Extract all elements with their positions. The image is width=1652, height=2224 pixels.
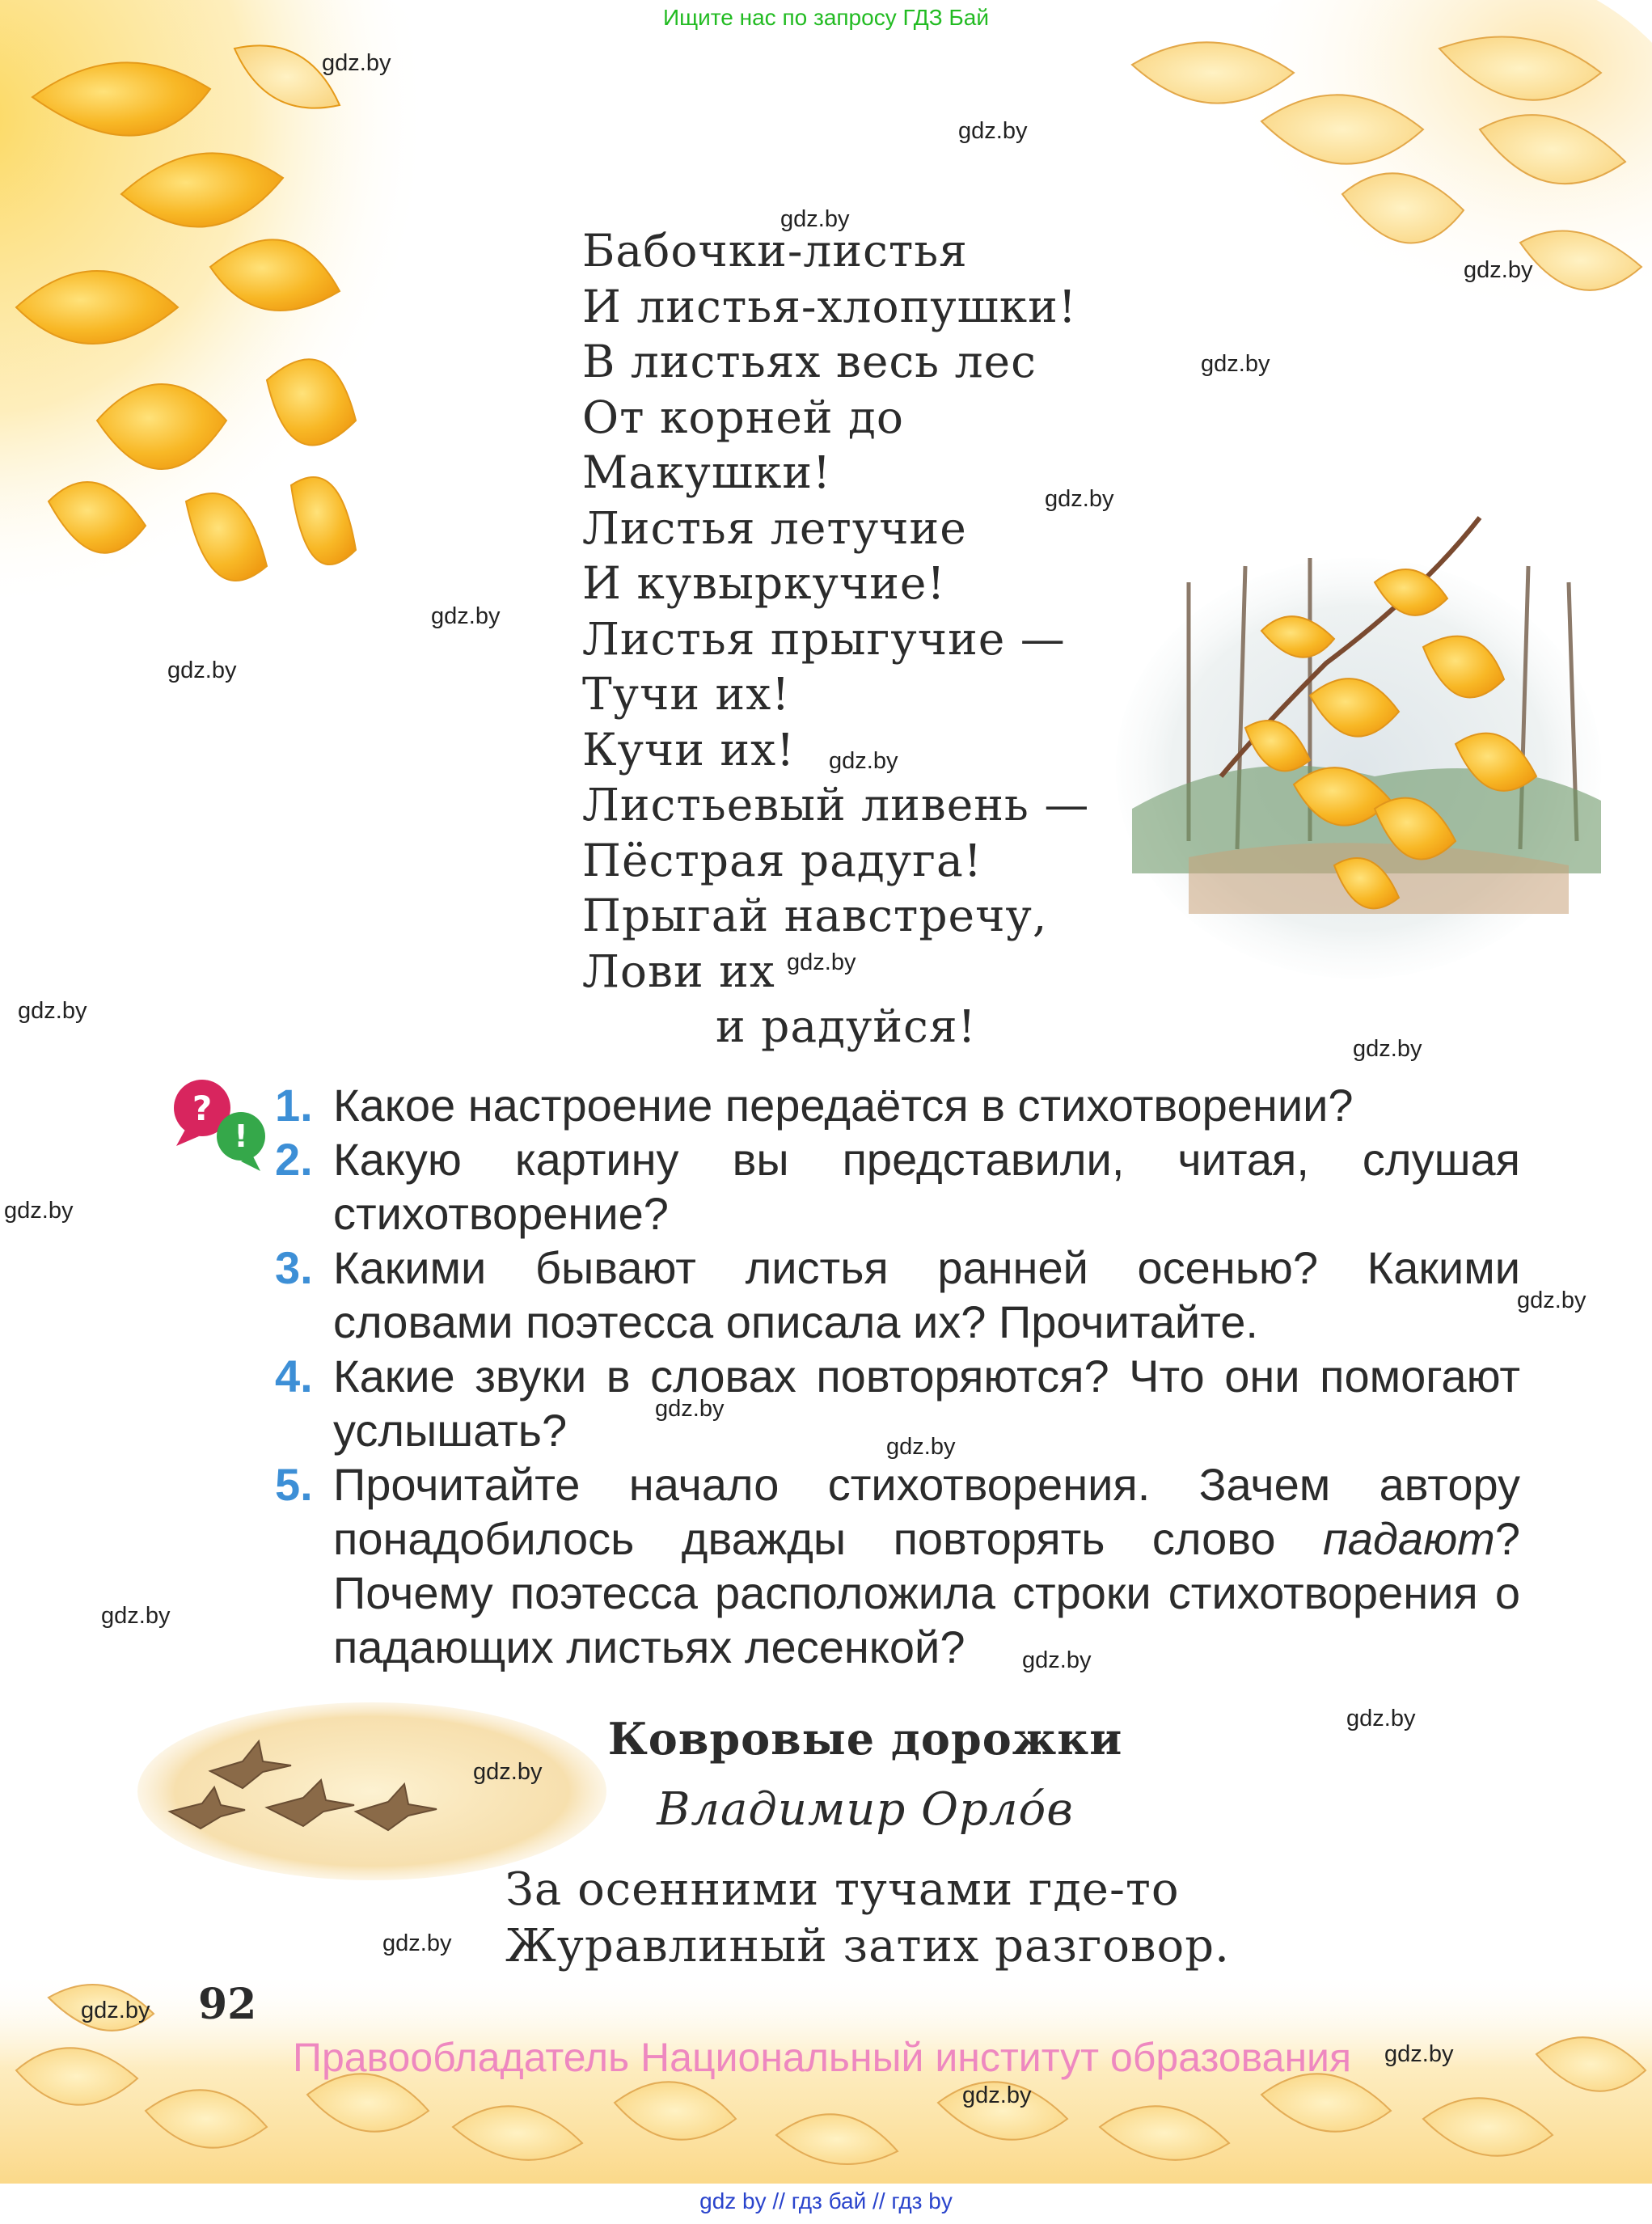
top-banner: Ищите нас по запросу ГДЗ Бай	[662, 5, 990, 30]
svg-text:!: !	[234, 1118, 248, 1154]
poem-line: Прыгай навстречу,	[582, 890, 1048, 941]
watermark: gdz.by	[1464, 257, 1533, 283]
poem-line: Листья летучие	[582, 501, 967, 554]
watermark: gdz.by	[780, 206, 850, 232]
question-text: Какое настроение передаётся в стихотворении?	[333, 1080, 1354, 1131]
poem-line: Лови их	[582, 945, 775, 997]
question-exclamation-icon	[174, 1080, 265, 1171]
watermark: gdz.by	[962, 2082, 1032, 2108]
watermark: gdz.by	[18, 998, 87, 1024]
watermark: gdz.by	[958, 118, 1028, 144]
poem-title: Ковровые дорожки	[607, 1713, 1123, 1765]
question-text: Какими бывают листья ранней осенью? Какими словами поэтесса описала их? Прочитайте.	[333, 1242, 1520, 1347]
page-number: 92	[198, 1980, 257, 2029]
watermark: gdz.by	[1022, 1647, 1092, 1673]
watermark: gdz.by	[382, 1930, 452, 1956]
question-item	[275, 1078, 1520, 1132]
poem-line: От корней до	[582, 391, 905, 443]
watermark: gdz.by	[101, 1603, 171, 1629]
question-text: Какие звуки в словах повторяются? Что они помогают услышать?	[333, 1351, 1520, 1456]
watermark: gdz.by	[322, 50, 391, 76]
watermark: gdz.by	[1045, 486, 1114, 512]
poem-line: За осенними тучами где-то	[505, 1863, 1180, 1916]
poem-line: и радуйся!	[716, 1000, 977, 1052]
watermark: gdz.by	[829, 748, 898, 774]
watermark: gdz.by	[655, 1396, 725, 1422]
poem-line: И кувыркучие!	[582, 557, 946, 609]
poem-line: Листья прыгучие —	[582, 612, 1066, 665]
copyright-notice: Правообладатель Национальный институт образования	[293, 2035, 1352, 2080]
watermark: gdz.by	[431, 603, 501, 629]
poem-line: Бабочки-листья	[582, 225, 968, 277]
poem-line: И листья-хлопушки!	[582, 280, 1077, 332]
poem-text	[582, 223, 1089, 1055]
question-text-part: Прочитайте начало стихотворения. Зачем автору понадобилось дважды повторять слово	[333, 1459, 1520, 1564]
poem-line: Листьевый ливень —	[582, 779, 1090, 831]
italic-word: падают	[1323, 1513, 1495, 1564]
question-number: 5.	[275, 1459, 313, 1510]
poem-line: Журавлиный затих разговор.	[505, 1920, 1230, 1972]
question-item	[275, 1349, 1520, 1457]
watermark: gdz.by	[1517, 1287, 1587, 1313]
poem-line: Тучи их!	[582, 668, 791, 720]
watermark: gdz.by	[1201, 351, 1270, 377]
question-text	[333, 1457, 1520, 1674]
watermark: gdz.by	[1384, 2041, 1454, 2067]
watermark: gdz.by	[167, 657, 237, 683]
footer-links[interactable]: gdz by // гдз бай // гдз by	[699, 2188, 953, 2213]
watermark: gdz.by	[1346, 1706, 1416, 1731]
questions-list	[275, 1078, 1520, 1674]
question-text-part: ? Почему поэтесса расположила строки стихотворения о падающих листьях лесенкой?	[333, 1513, 1520, 1672]
poem-author: Владимир Орлóв	[657, 1783, 1074, 1836]
watermark: gdz.by	[81, 1998, 150, 2023]
question-item	[275, 1132, 1520, 1241]
watermark: gdz.by	[787, 949, 856, 975]
question-number: 2.	[275, 1134, 313, 1185]
svg-text:?: ?	[192, 1089, 213, 1128]
watermark: gdz.by	[1353, 1036, 1422, 1062]
question-item	[275, 1457, 1520, 1674]
watermark: gdz.by	[4, 1198, 74, 1224]
question-text: Какую картину вы представили, читая, слушая стихотворение?	[333, 1134, 1520, 1239]
question-number: 1.	[275, 1080, 313, 1131]
poem-line: Пёстрая радуга!	[582, 834, 982, 886]
poem-line: Макушки!	[582, 446, 832, 498]
poem-line: В листьях весь лес	[582, 336, 1037, 387]
question-number: 3.	[275, 1242, 313, 1293]
question-item	[275, 1241, 1520, 1349]
watermark: gdz.by	[473, 1759, 543, 1785]
watermark: gdz.by	[886, 1434, 956, 1460]
poem-line: Кучи их!	[582, 723, 796, 776]
poem-excerpt	[505, 1862, 1230, 1975]
question-number: 4.	[275, 1351, 313, 1402]
